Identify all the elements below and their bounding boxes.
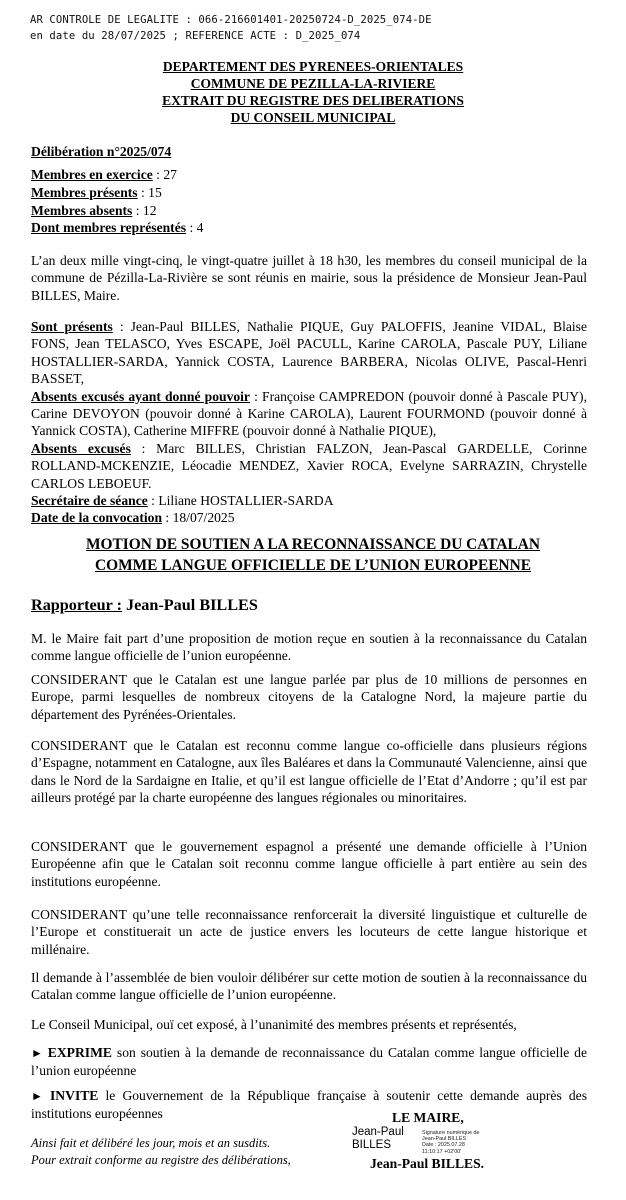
closing-line-2: Pour extrait conforme au registre des délibérations, (31, 1153, 291, 1167)
signature-block (352, 1110, 602, 1180)
expression-paragraph (31, 1044, 587, 1080)
members-absents (31, 202, 157, 219)
signature-last-name: BILLES (352, 1139, 391, 1151)
body-paragraph-1: M. le Maire fait part d’une proposition de motion reçue en soutien à la reconnaissance du Catalan comme langue officielle de l’union européenne. (31, 631, 587, 664)
body-paragraph-2: CONSIDERANT que le Catalan est une langue parlée par plus de 10 millions de personnes en Europe, parmi lesquelles de nombreux citoyens de la Catalogne Nord, la majeure partie du département des Pyrénées-Orientales. (31, 672, 587, 722)
body-paragraph-3: CONSIDERANT que le Catalan est reconnu comme langue co-officielle dans plusieurs régions d’Espagne, notamment en Catalogne, aux îles Baléares et dans la Communauté Valencienne, ainsi que dans le Nord de la Sardaigne en Italie, et qu’il est langue officielle de l’Etat d’Andorre ; qu’il est par ailleurs protégé par la charte européenne des langues régionales ou minoritaires. (31, 738, 587, 806)
header-department: DEPARTEMENT DES PYRENEES-ORIENTALES (162, 59, 464, 74)
convocation-label: Date de la convocation (31, 510, 163, 526)
intro-paragraph: L’an deux mille vingt-cinq, le vingt-quatre juillet à 18 h30, les membres du conseil municipal de la commune de Pézilla-La-Rivière se sont réunis en mairie, sous la présidence de Monsieur Jean-Paul BILLES, Maire. (31, 253, 587, 303)
pouvoir-text: : Françoise CAMPREDON (pouvoir donné à Pascale PUY), Carine DEVOYON (pouvoir donné à Karine CAROLA), Laurent FOURMOND (pouvoir donné à Yannick COSTA), Catherine MIFFRE (pouvoir donné à Nathalie PIQUE), (31, 388, 587, 439)
digital-signature-line-1: Signature numérique de (422, 1130, 480, 1136)
attendance-block (31, 318, 587, 527)
digital-signature-line-4: 11:10:17 +02'00' (422, 1148, 462, 1155)
invitation-verb: INVITE (42, 1088, 99, 1103)
motion-title-line-2: COMME LANGUE OFFICIELLE DE L’UNION EUROPEENNE (95, 557, 531, 574)
digital-signature-stamp (422, 1130, 480, 1155)
header-conseil: DU CONSEIL MUNICIPAL (230, 110, 396, 125)
members-presents (31, 184, 162, 201)
members-presents-value: : 15 (137, 185, 162, 200)
members-representes-value: : 4 (186, 220, 204, 235)
arrow-right-icon: ► (31, 1046, 43, 1060)
presents-text: : Jean-Paul BILLES, Nathalie PIQUE, Guy PALOFFIS, Jeanine VIDAL, Blaise FONS, Jean TELASCO, Yves ESCAPE, Joël PACULL, Karine CAROLA, Pascale PUY, Liliane HOSTALLIER-SARDA, Yannick COSTA, Laurence BARBERA, Nicolas OLIVE, Pascal-Henri BASSET, (31, 319, 587, 387)
presents-label: Sont présents (31, 319, 113, 334)
pouvoir-paragraph (31, 388, 587, 440)
signature-handwritten-name (352, 1126, 404, 1152)
members-presents-label: Membres présents (31, 185, 138, 200)
deliberation-number-text: Délibération n°2025/074 (31, 144, 172, 159)
secretaire-text: : Liliane HOSTALLIER-SARDA (147, 493, 334, 509)
members-representes-label: Dont membres représentés (31, 220, 187, 235)
convocation-text: : 18/07/2025 (162, 510, 235, 526)
digital-signature-line-3: Date : 2025.07.28 (422, 1142, 465, 1149)
header-registre: EXTRAIT DU REGISTRE DES DELIBERATIONS (162, 93, 464, 108)
body-paragraph-5: CONSIDERANT qu’une telle reconnaissance renforcerait la diversité linguistique et culturelle de l’Europe et constituerait un acte de justice envers les locuteurs de cette langue historique et millénaire. (31, 907, 587, 957)
excuses-text: : Marc BILLES, Christian FALZON, Jean-Pascal GARDELLE, Corinne ROLLAND-MCKENZIE, Léocadie MENDEZ, Xavier ROCA, Evelyne SARRAZIN, Chrystelle CARLOS LEBOEUF. (31, 440, 587, 491)
members-exercice-value: : 27 (152, 167, 177, 182)
secretaire-label: Secrétaire de séance (31, 493, 148, 509)
signature-title: LE MAIRE, (392, 1110, 464, 1125)
members-absents-label: Membres absents (31, 203, 133, 218)
members-exercice-label: Membres en exercice (31, 167, 153, 182)
members-representes (31, 219, 203, 236)
presents-paragraph (31, 318, 587, 388)
invitation-text: le Gouvernement de la République française à soutenir cette demande auprès des institutions européennes (31, 1088, 587, 1122)
body-paragraph-6: Il demande à l’assemblée de bien vouloir délibérer sur cette motion de soutien à la reconnaissance du Catalan comme langue officielle de l’union européenne. (31, 970, 587, 1003)
closing-line-1: Ainsi fait et délibéré les jour, mois et an susdits. (31, 1136, 271, 1150)
convocation-line (31, 509, 587, 526)
digital-signature-line-2: Jean-Paul BILLES (422, 1136, 467, 1143)
members-exercice (31, 166, 177, 183)
rapporteur (31, 596, 258, 615)
excuses-paragraph (31, 440, 587, 492)
rapporteur-name: Jean-Paul BILLES (121, 596, 258, 614)
deliberation-number (31, 143, 171, 160)
motion-title-line-1: MOTION DE SOUTIEN A LA RECONNAISSANCE DU CATALAN (86, 536, 540, 553)
expression-text: son soutien à la demande de reconnaissance du Catalan comme langue officielle de l’union européenne (31, 1045, 587, 1079)
rapporteur-label: Rapporteur : (31, 596, 122, 614)
header-commune: COMMUNE DE PEZILLA-LA-RIVIERE (190, 76, 436, 91)
excuses-label: Absents excusés (31, 440, 131, 456)
pouvoir-label: Absents excusés ayant donné pouvoir (31, 388, 250, 404)
body-paragraph-4: CONSIDERANT que le gouvernement espagnol a présenté une demande officielle à l’Union Européenne afin que le Catalan soit reconnu comme langue officielle à part entière au sein des institutions européenne. (31, 839, 587, 889)
secretaire-line (31, 492, 587, 509)
arrow-right-icon: ► (31, 1089, 43, 1103)
members-absents-value: : 12 (132, 203, 157, 218)
signature-first-name: Jean-Paul (352, 1126, 404, 1138)
body-paragraph-7: Le Conseil Municipal, ouï cet exposé, à l’unanimité des membres présents et représentés, (31, 1017, 517, 1032)
expression-verb: EXPRIME (42, 1045, 112, 1060)
acte-reference-line-2: en date du 28/07/2025 ; REFERENCE ACTE : D_2025_074 (30, 30, 361, 42)
signature-printed-name: Jean-Paul BILLES. (370, 1156, 485, 1171)
acte-reference-line-1: AR CONTROLE DE LEGALITE : 066-216601401-20250724-D_2025_074-DE (30, 14, 432, 26)
